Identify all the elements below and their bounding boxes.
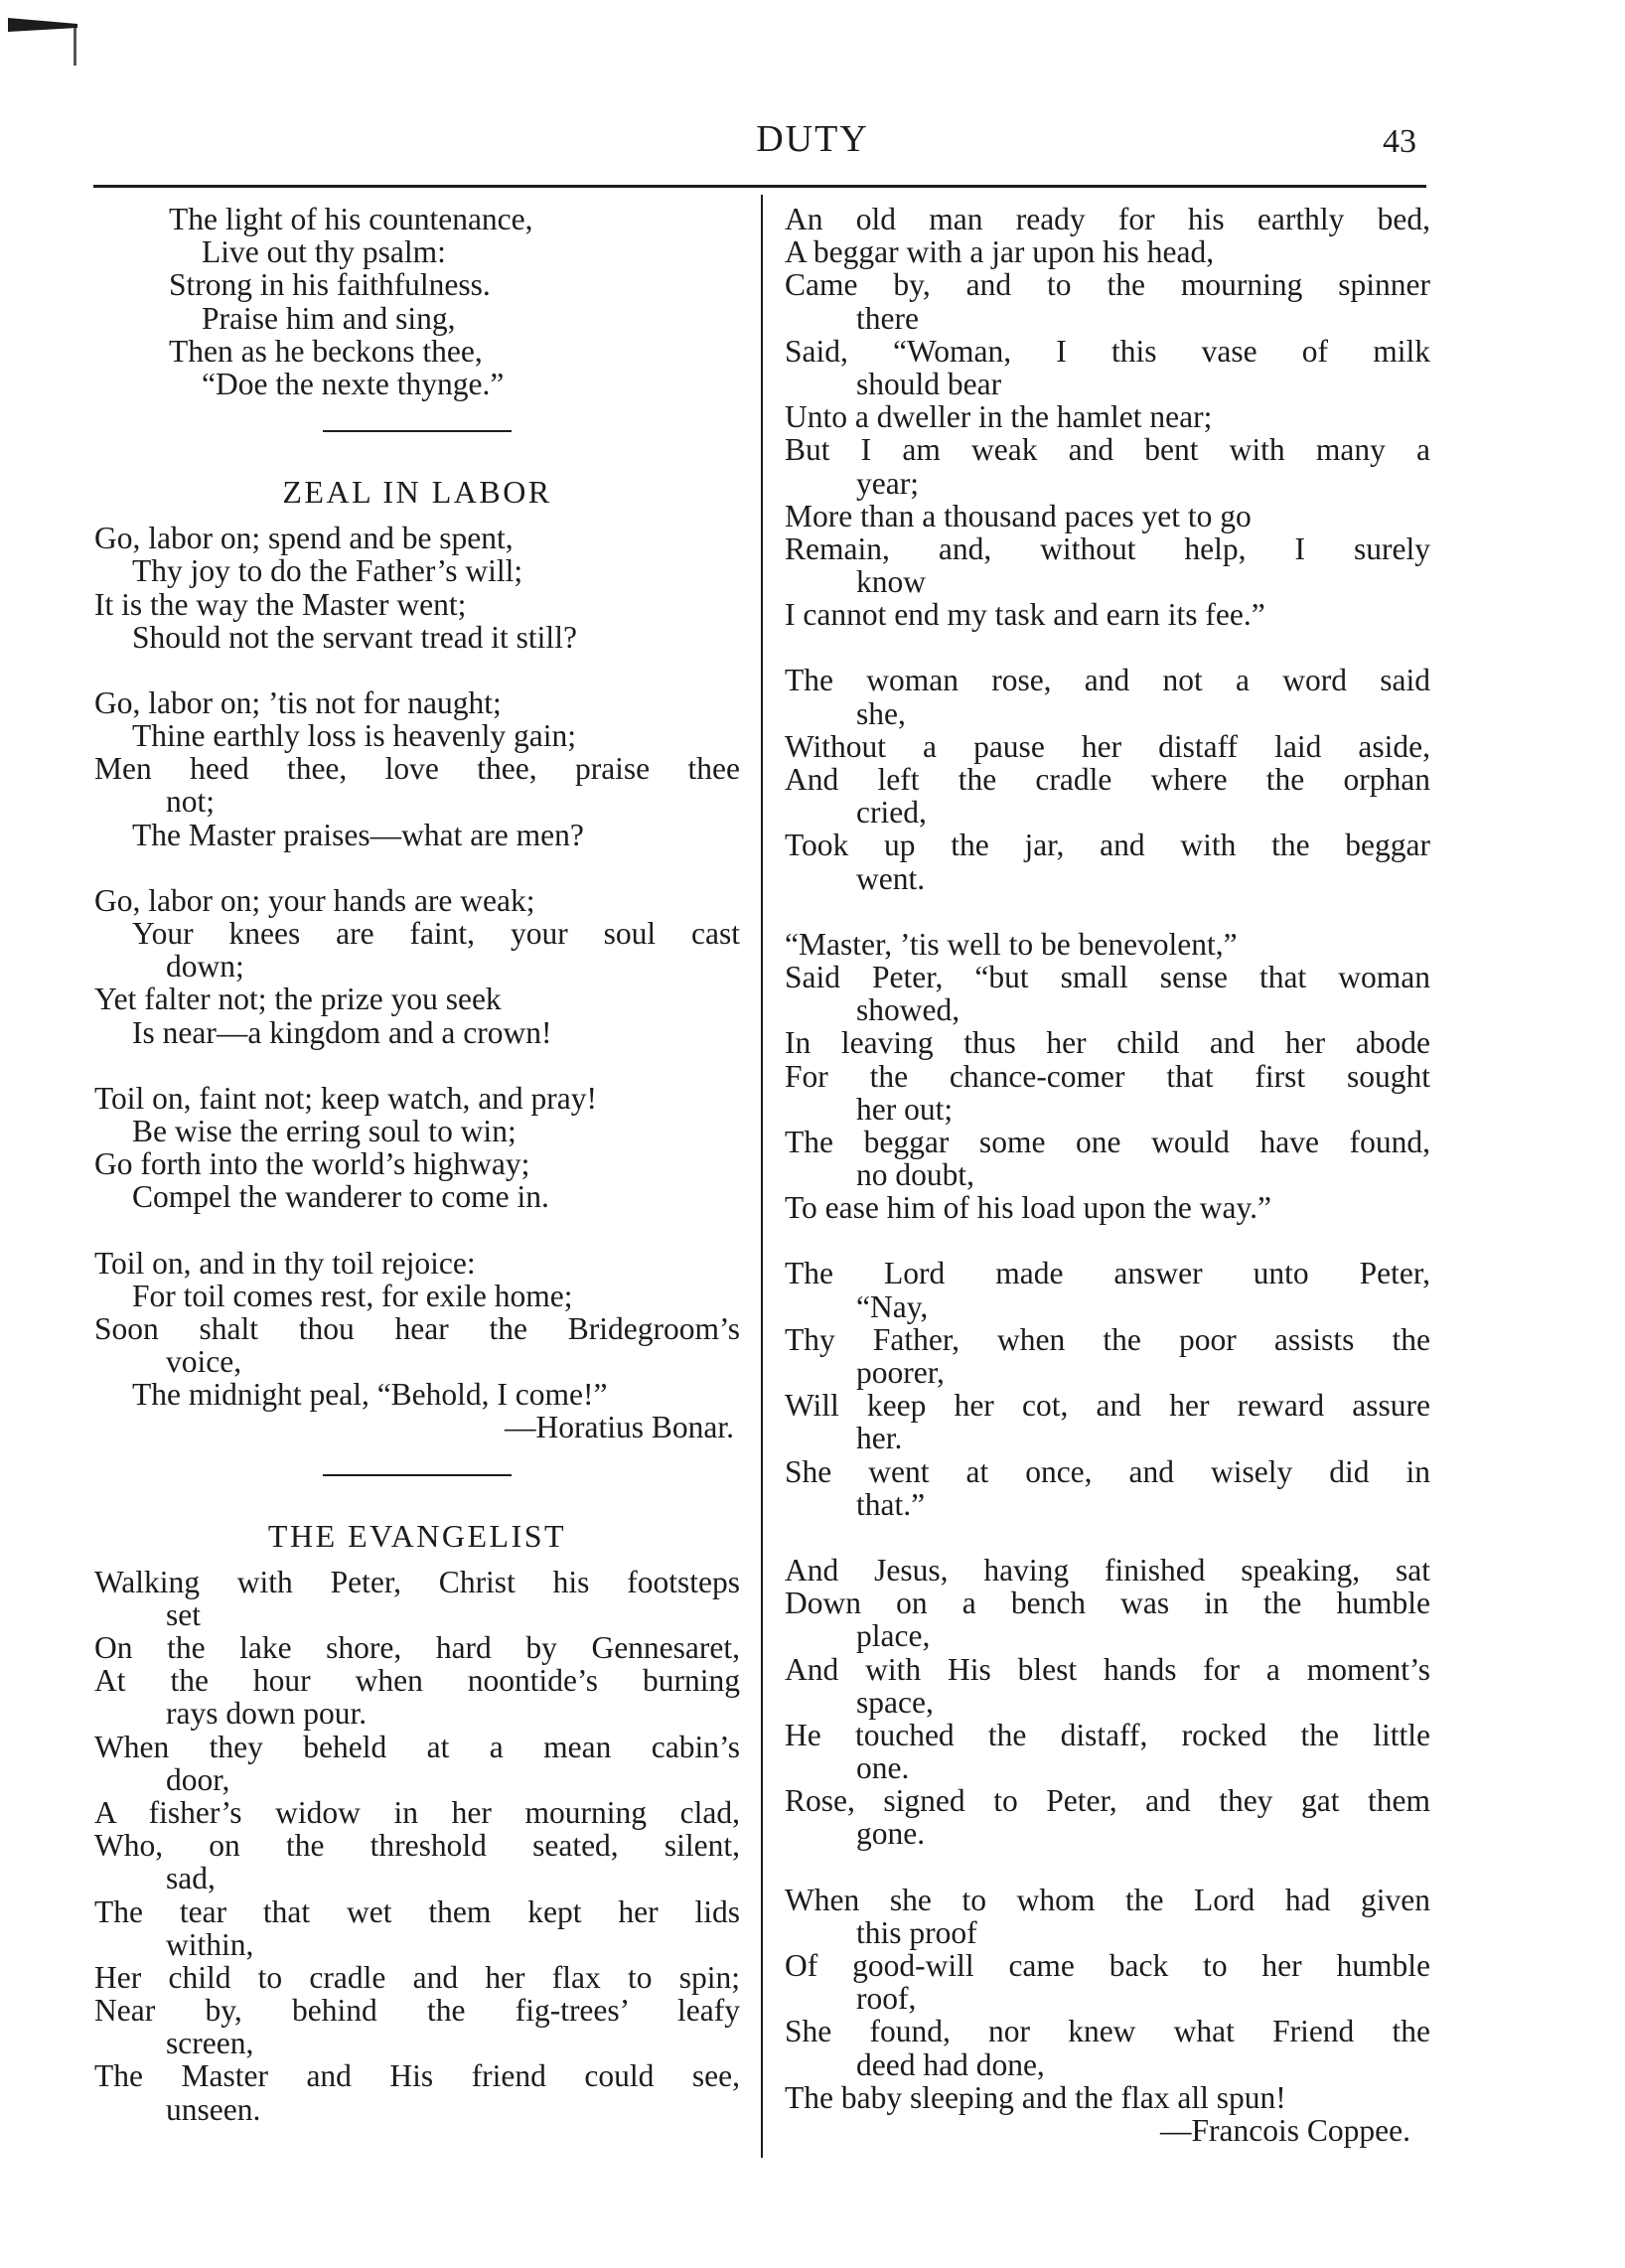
poem-line: Without a pause her distaff laid aside, <box>785 728 1430 764</box>
poem-line: And left the cradle where the orphan <box>785 762 1430 797</box>
poem-line: Said, “Woman, I this vase of milk <box>785 333 1430 369</box>
poem-line: In leaving thus her child and her abode <box>785 1025 1430 1061</box>
poem-line: her. <box>856 1421 903 1456</box>
poem-line: year; <box>856 465 919 501</box>
left-column <box>94 203 740 2126</box>
stanza-gap <box>94 1214 740 1247</box>
stanza <box>94 1566 740 2126</box>
poem-line: unseen. <box>166 2091 261 2127</box>
poem-line: space, <box>856 1684 934 1720</box>
poem-line: Toil on, faint not; keep watch, and pray! <box>94 1080 598 1116</box>
poem-line: Down on a bench was in the humble <box>785 1586 1430 1621</box>
stanza-gap <box>94 1049 740 1082</box>
stanza <box>94 686 740 851</box>
poem-line: Unto a dweller in the hamlet near; <box>785 399 1213 435</box>
poem-line: her out; <box>856 1091 954 1127</box>
poem-line: I cannot end my task and earn its fee.” <box>785 597 1265 633</box>
poem-line: And Jesus, having finished speaking, sat <box>785 1552 1430 1588</box>
poem-line: there <box>856 300 919 336</box>
stanza <box>94 884 740 1049</box>
poem-line: know <box>856 564 926 600</box>
poem-line: gone. <box>856 1816 926 1852</box>
poem-line: Go, labor on; ’tis not for naught; <box>94 684 502 720</box>
poem-line: no doubt, <box>856 1157 975 1193</box>
poem-attribution: —Horatius Bonar. <box>505 1410 734 1445</box>
poem-line: Men heed thee, love thee, praise thee <box>94 751 740 787</box>
poem-line: It is the way the Master went; <box>94 586 467 622</box>
poem-line: Then as he beckons thee, <box>169 333 483 369</box>
header-rule <box>93 185 1426 188</box>
poem-line: The baby sleeping and the flax all spun! <box>785 2079 1286 2115</box>
poem-line: Thy Father, when the poor assists the <box>785 1321 1430 1357</box>
poem-line: roof, <box>856 1981 917 2017</box>
poem-line: should bear <box>856 366 1002 401</box>
poem-line: At the hour when noontide’s burning <box>94 1663 740 1699</box>
stanza <box>94 1247 740 1444</box>
poem-line: The light of his countenance, <box>169 202 533 236</box>
poem-line: Her child to cradle and her flax to spin; <box>94 1959 740 1995</box>
poem-line: Is near—a kingdom and a crown! <box>132 1014 552 1050</box>
poem-line: cried, <box>856 795 927 831</box>
poem-line: The Lord made answer unto Peter, <box>785 1256 1430 1291</box>
poem-attribution: —Francois Coppee. <box>1160 2112 1410 2148</box>
poem-line: door, <box>166 1761 230 1797</box>
page-number: 43 <box>1383 123 1416 160</box>
poem-line: showed, <box>856 992 960 1028</box>
poem-title-the-evangelist: THE EVANGELIST <box>267 1517 567 1554</box>
stanza-gap <box>785 1224 1430 1257</box>
poem-line: Compel the wanderer to come in. <box>132 1179 549 1215</box>
poem-line: Go, labor on; spend and be spent, <box>94 521 514 556</box>
poem-line: She went at once, and wisely did in <box>785 1453 1430 1489</box>
poem-continuation-stanza <box>94 203 740 400</box>
poem-line: “Master, ’tis well to be benevolent,” <box>785 926 1238 962</box>
poem-line: down; <box>166 949 244 984</box>
poem-line: this proof <box>856 1914 977 1950</box>
stanza <box>785 203 1430 631</box>
scan-corner-mark <box>8 10 85 70</box>
poem-line: Toil on, and in thy toil rejoice: <box>94 1245 476 1281</box>
poem-line: The woman rose, and not a word said <box>785 663 1430 698</box>
poem-line: Near by, behind the fig-trees’ leafy <box>94 1993 740 2029</box>
poem-line: On the lake shore, hard by Gennesaret, <box>94 1630 740 1665</box>
poem-line: The tear that wet them kept her lids <box>94 1893 740 1929</box>
poem-line: A fisher’s widow in her mourning clad, <box>94 1794 740 1830</box>
stanza <box>785 1554 1430 1851</box>
poem-line: For the chance-comer that first sought <box>785 1058 1430 1094</box>
poem-line: Came by, and to the mourning spinner <box>785 267 1430 303</box>
poem-line: Will keep her cot, and her reward assure <box>785 1388 1430 1424</box>
poem-line: Should not the servant tread it still? <box>132 619 577 655</box>
poem-line: Remain, and, without help, I surely <box>785 530 1430 566</box>
stanza-gap <box>785 895 1430 928</box>
poem-line: set <box>166 1596 201 1632</box>
stanza-gap <box>785 1521 1430 1554</box>
stanza-gap <box>785 631 1430 664</box>
section-separator <box>323 1474 512 1476</box>
poem-line: For toil comes rest, for exile home; <box>132 1278 573 1313</box>
poem-line: An old man ready for his earthly bed, <box>785 202 1430 236</box>
poem-line: And with His blest hands for a moment’s <box>785 1651 1430 1687</box>
poem-line: that.” <box>856 1486 926 1522</box>
poem-line: “Doe the nexte thynge.” <box>202 366 505 401</box>
poem-line: voice, <box>166 1344 242 1380</box>
poem-line: rays down pour. <box>166 1696 368 1732</box>
stanza <box>94 522 740 654</box>
poem-line: Thine earthly loss is heavenly gain; <box>132 718 577 754</box>
stanza-gap <box>94 654 740 686</box>
poem-line: Strong in his faithfulness. <box>169 267 491 303</box>
poem-line: she, <box>856 695 906 731</box>
stanza <box>785 1257 1430 1521</box>
poem-line: Live out thy psalm: <box>202 234 446 270</box>
stanza <box>785 664 1430 894</box>
poem-line: He touched the distaff, rocked the little <box>785 1717 1430 1752</box>
poem-line: Soon shalt thou hear the Bridegroom’s <box>94 1310 740 1346</box>
right-column <box>785 203 1430 2147</box>
poem-line: Go forth into the world’s highway; <box>94 1146 530 1182</box>
poem-line: “Nay, <box>856 1288 929 1324</box>
poem-line: Your knees are faint, your soul cast <box>132 916 740 951</box>
poem-line: The Master and His friend could see, <box>94 2058 740 2094</box>
poem-line: sad, <box>166 1861 216 1896</box>
poem-line: poorer, <box>856 1355 945 1390</box>
poem-title-zeal-in-labor: ZEAL IN LABOR <box>282 474 552 511</box>
poem-line: More than a thousand paces yet to go <box>785 498 1252 533</box>
poem-line: But I am weak and bent with many a <box>785 432 1430 468</box>
poem-line: The beggar some one would have found, <box>785 1124 1430 1159</box>
poem-line: Praise him and sing, <box>202 300 456 336</box>
stanza <box>94 1082 740 1214</box>
poem-line: The midnight peal, “Behold, I come!” <box>132 1377 608 1413</box>
column-divider <box>761 195 763 2158</box>
section-separator <box>323 430 512 432</box>
poem-line: The Master praises—what are men? <box>132 817 584 852</box>
poem-line: When they beheld at a mean cabin’s <box>94 1729 740 1764</box>
poem-line: Thy joy to do the Father’s will; <box>132 553 523 589</box>
poem-line: place, <box>856 1618 931 1654</box>
poem-line: one. <box>856 1750 910 1786</box>
stanza-gap <box>94 851 740 884</box>
poem-line: screen, <box>166 2026 254 2061</box>
poem-line: Said Peter, “but small sense that woman <box>785 959 1430 994</box>
poem-line: Took up the jar, and with the beggar <box>785 828 1430 863</box>
poem-line: Rose, signed to Peter, and they gat them <box>785 1783 1430 1819</box>
stanza-gap <box>785 1851 1430 1884</box>
stanza <box>785 1884 1430 2148</box>
poem-line: deed had done, <box>856 2046 1045 2082</box>
stanza <box>785 928 1430 1225</box>
poem-line: Go, labor on; your hands are weak; <box>94 882 535 918</box>
poem-line: When she to whom the Lord had given <box>785 1882 1430 1917</box>
poem-line: Walking with Peter, Christ his footsteps <box>94 1564 740 1599</box>
poem-line: A beggar with a jar upon his head, <box>785 234 1215 270</box>
poem-line: within, <box>166 1926 254 1962</box>
poem-line: went. <box>856 860 926 896</box>
poem-line: Who, on the threshold seated, silent, <box>94 1828 740 1864</box>
poem-line: She found, nor knew what Friend the <box>785 2014 1430 2049</box>
poem-line: Be wise the erring soul to win; <box>132 1113 517 1148</box>
running-head-title: DUTY <box>756 118 869 160</box>
poem-line: not; <box>166 784 216 820</box>
poem-line: Yet falter not; the prize you seek <box>94 982 502 1017</box>
poem-line: Of good-will came back to her humble <box>785 1948 1430 1983</box>
poem-line: To ease him of his load upon the way.” <box>785 1190 1272 1226</box>
